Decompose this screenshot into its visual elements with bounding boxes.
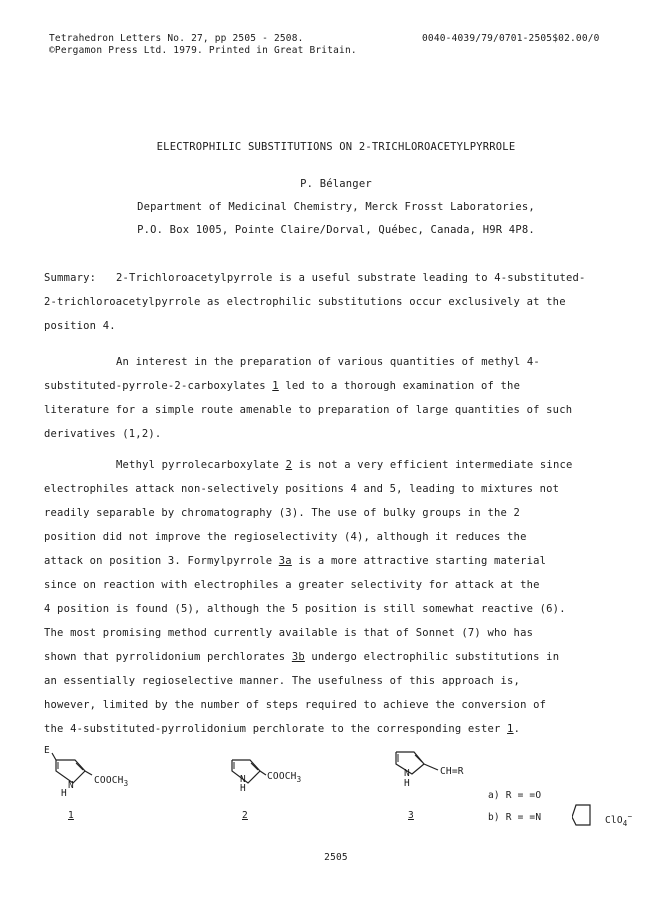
nitrogen-label: N [240, 774, 246, 785]
para2-line-3: readily separable by chromatography (3). The use of bulky groups in the 2 [44, 507, 521, 519]
article-title: ELECTROPHILIC SUBSTITUTIONS ON 2-TRICHLOROACETYLPYRROLE [156, 141, 516, 153]
compound-ref: 3a [278, 555, 292, 567]
para1-line-4: derivatives (1,2). [44, 428, 162, 440]
compound-number-1: 1 [68, 810, 74, 821]
perchlorate-anion: ClO$_4$− [605, 812, 633, 829]
para2-line-8: The most promising method currently available is that of Sonnet (7) who has [44, 627, 534, 639]
para2-line-6: since on reaction with electrophiles a greater selectivity for attack at the [44, 579, 540, 591]
journal-line: Tetrahedron Letters No. 27, pp 2505 - 2508. [49, 33, 304, 44]
hydrogen-label: H [404, 778, 410, 789]
para2-line-11: however, limited by the number of steps required to achieve the conversion of [44, 699, 547, 711]
para1-line-3: literature for a simple route amenable to preparation of large quantities of such [44, 404, 573, 416]
compound-ref: 1 [272, 380, 279, 392]
para2-line-9: shown that pyrrolidonium perchlorates 3b undergo electrophilic substitutions in [44, 651, 560, 663]
para2-line-12: the 4-substituted-pyrrolidonium perchlorate to the corresponding ester 1. [44, 723, 521, 735]
para2-line-5: attack on position 3. Formylpyrrole 3a is a more attractive starting material [44, 555, 547, 567]
para2-line-1: Methyl pyrrolecarboxylate 2 is not a very efficient intermediate since [116, 459, 573, 471]
compound-ref: 2 [285, 459, 293, 471]
para2-line-4: position did not improve the regioselectivity (4), although it reduces the [44, 531, 527, 543]
pyrrole-ring-2 [222, 748, 332, 838]
ester-group: $COOCH_3$ [94, 775, 129, 788]
structure-2 [222, 748, 332, 838]
para2-line-10: an essentially regioselective manner. The usefulness of this approach is, [44, 675, 521, 687]
nitrogen-label: N [68, 780, 74, 791]
option-a: a) R = =O [488, 790, 542, 801]
structure-1 [40, 745, 150, 838]
hydrogen-label: H [240, 783, 246, 794]
compound-number-2: 2 [242, 810, 248, 821]
article-code: 0040-4039/79/0701-2505$02.00/0 [422, 33, 600, 44]
summary-line-1: 2-Trichloroacetylpyrrole is a useful substrate leading to 4-substituted- [116, 272, 586, 284]
summary-label: Summary: [44, 272, 97, 284]
pyrrole-ring-1 [40, 748, 150, 838]
nitrogen-label: N [404, 768, 410, 779]
affiliation-line-1: Department of Medicinal Chemistry, Merck Frosst Laboratories, [137, 201, 535, 213]
substituent-e: E [44, 745, 50, 756]
hydrogen-label: H [61, 788, 67, 799]
para1-line-1: An interest in the preparation of various quantities of methyl 4- [116, 356, 540, 368]
ester-group: $COOCH_3$ [267, 771, 302, 784]
para1-line-2: substituted-pyrrole-2-carboxylates 1 led to a thorough examination of the [44, 380, 521, 392]
compound-number-3: 3 [408, 810, 414, 821]
para2-line-7: 4 position is found (5), although the 5 position is still somewhat reactive (6). [44, 603, 566, 615]
option-b: b) R = =N [488, 812, 542, 823]
aldehyde-group: CH=R [440, 766, 464, 777]
affiliation-line-2: P.O. Box 1005, Pointe Claire/Dorval, Québec, Canada, H9R 4P8. [137, 224, 535, 236]
author-name: P. Bélanger [300, 178, 372, 190]
para2-line-2: electrophiles attack non-selectively positions 4 and 5, leading to mixtures not [44, 483, 560, 495]
pyrrole-ring-3 [388, 748, 498, 838]
page-number: 2505 [324, 852, 348, 863]
summary-line-3: position 4. [44, 320, 116, 332]
summary-line-2: 2-trichloroacetylpyrrole as electrophilic substitutions occur exclusively at the [44, 296, 566, 308]
compound-ref: 1 [507, 723, 514, 735]
structure-3 [388, 748, 498, 838]
publisher-line: ©Pergamon Press Ltd. 1979. Printed in Great Britain. [49, 45, 357, 56]
compound-ref: 3b [291, 651, 305, 663]
pyrrolidine-ring [572, 803, 602, 827]
